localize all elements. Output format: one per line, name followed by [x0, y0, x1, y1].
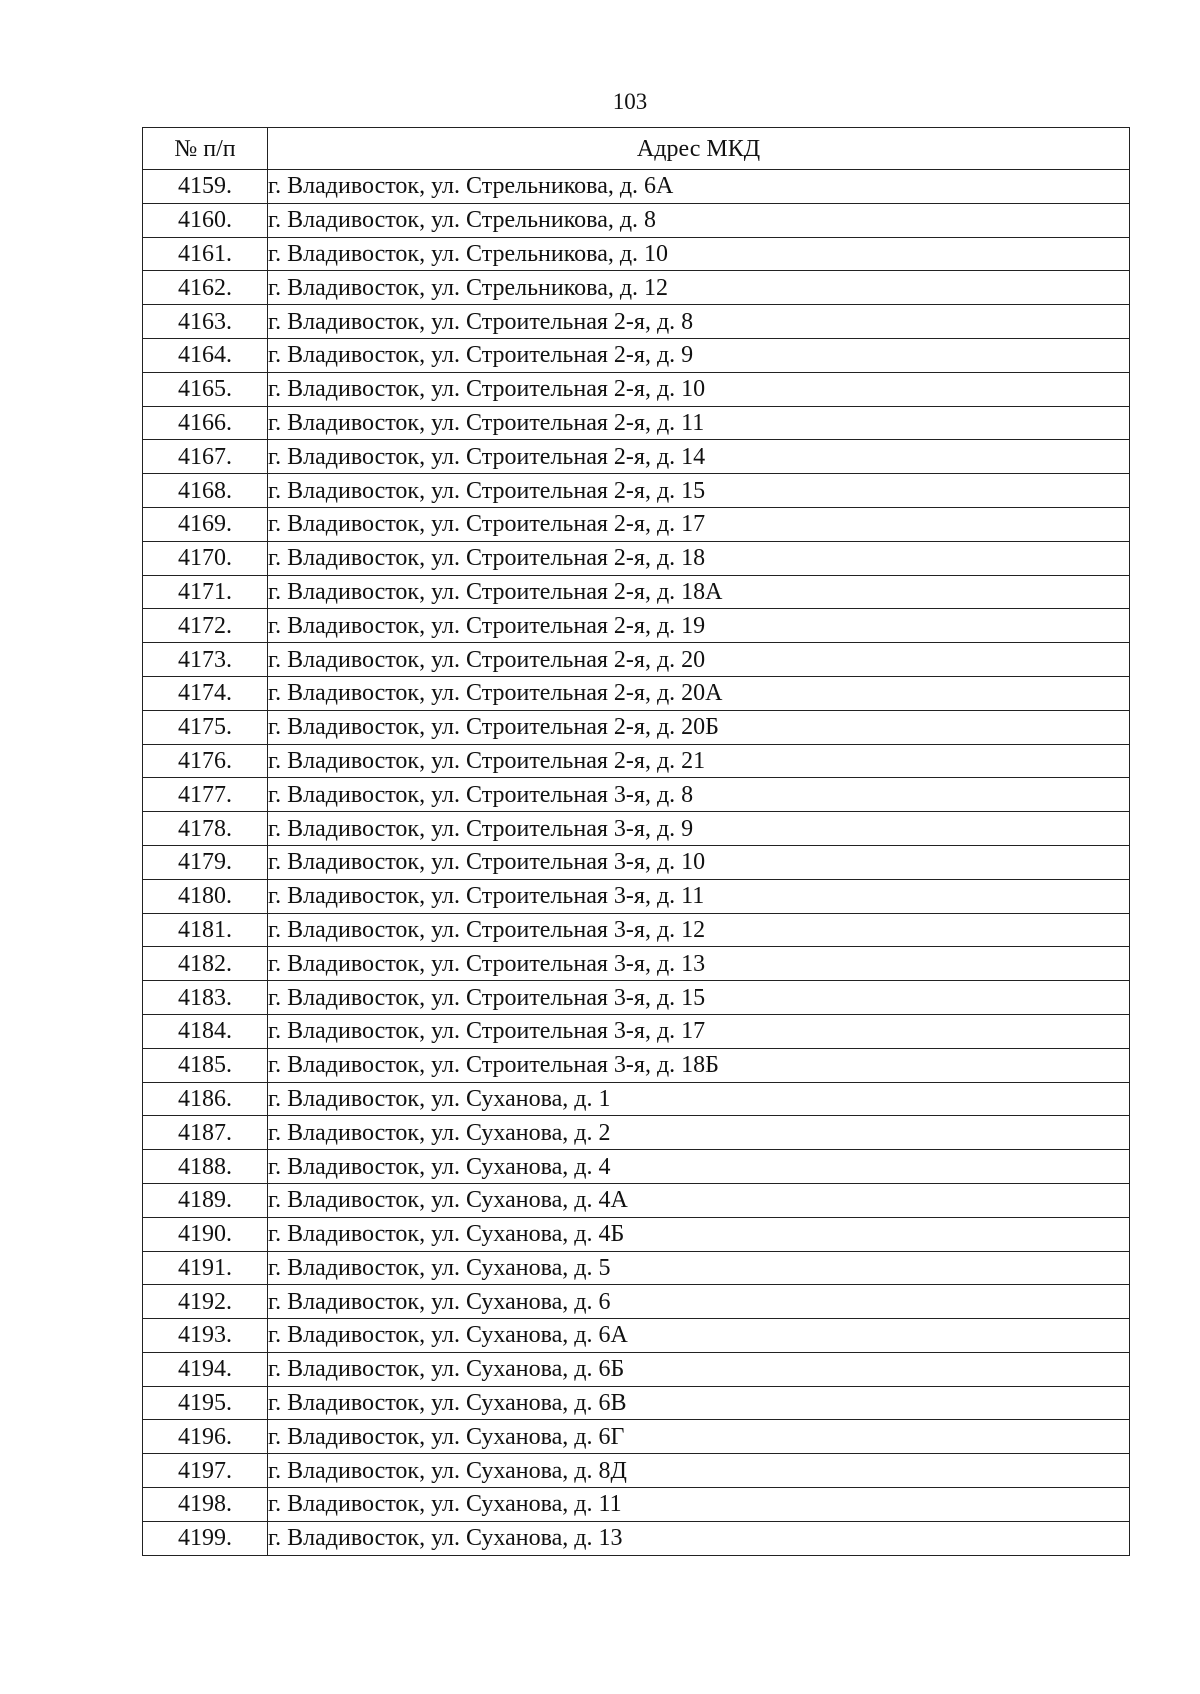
row-address: г. Владивосток, ул. Строительная 2-я, д. 10: [268, 372, 1130, 406]
table-row: [143, 812, 1130, 846]
table-row: [143, 507, 1130, 541]
row-address: г. Владивосток, ул. Суханова, д. 2: [268, 1116, 1130, 1150]
row-address: г. Владивосток, ул. Строительная 2-я, д. 20: [268, 643, 1130, 677]
row-number: 4179.: [143, 845, 268, 879]
table-row: [143, 237, 1130, 271]
row-address: г. Владивосток, ул. Строительная 3-я, д. 13: [268, 947, 1130, 981]
row-address: г. Владивосток, ул. Строительная 2-я, д. 20Б: [268, 710, 1130, 744]
row-number: 4195.: [143, 1386, 268, 1420]
table-row: [143, 170, 1130, 204]
row-address: г. Владивосток, ул. Суханова, д. 8Д: [268, 1454, 1130, 1488]
row-number: 4163.: [143, 305, 268, 339]
table-row: [143, 575, 1130, 609]
row-address: г. Владивосток, ул. Строительная 2-я, д. 17: [268, 507, 1130, 541]
table-body: [143, 170, 1130, 1556]
row-number: 4185.: [143, 1048, 268, 1082]
row-number: 4196.: [143, 1420, 268, 1454]
row-address: г. Владивосток, ул. Строительная 2-я, д. 19: [268, 609, 1130, 643]
row-number: 4167.: [143, 440, 268, 474]
row-address: г. Владивосток, ул. Строительная 2-я, д. 9: [268, 338, 1130, 372]
table-row: [143, 1319, 1130, 1353]
row-address: г. Владивосток, ул. Суханова, д. 6В: [268, 1386, 1130, 1420]
row-address: г. Владивосток, ул. Стрельникова, д. 12: [268, 271, 1130, 305]
table-row: [143, 1082, 1130, 1116]
row-number: 4170.: [143, 541, 268, 575]
table-header-row: [143, 128, 1130, 170]
table-row: [143, 1521, 1130, 1555]
row-number: 4192.: [143, 1285, 268, 1319]
row-number: 4176.: [143, 744, 268, 778]
row-address: г. Владивосток, ул. Суханова, д. 6А: [268, 1319, 1130, 1353]
row-address: г. Владивосток, ул. Суханова, д. 1: [268, 1082, 1130, 1116]
row-address: г. Владивосток, ул. Строительная 3-я, д. 10: [268, 845, 1130, 879]
row-address: г. Владивосток, ул. Строительная 2-я, д. 18А: [268, 575, 1130, 609]
table-row: [143, 372, 1130, 406]
row-address: г. Владивосток, ул. Суханова, д. 6Г: [268, 1420, 1130, 1454]
row-address: г. Владивосток, ул. Суханова, д. 5: [268, 1251, 1130, 1285]
page-number: 103: [612, 89, 648, 114]
row-number: 4174.: [143, 676, 268, 710]
row-address: г. Владивосток, ул. Строительная 2-я, д. 11: [268, 406, 1130, 440]
table-row: [143, 1014, 1130, 1048]
table-row: [143, 440, 1130, 474]
table-row: [143, 981, 1130, 1015]
table-row: [143, 1352, 1130, 1386]
row-address: г. Владивосток, ул. Стрельникова, д. 10: [268, 237, 1130, 271]
table-row: [143, 338, 1130, 372]
row-number: 4197.: [143, 1454, 268, 1488]
row-number: 4169.: [143, 507, 268, 541]
row-number: 4177.: [143, 778, 268, 812]
column-header-number: № п/п: [143, 128, 268, 170]
table-row: [143, 541, 1130, 575]
row-number: 4187.: [143, 1116, 268, 1150]
row-address: г. Владивосток, ул. Стрельникова, д. 6А: [268, 170, 1130, 204]
row-address: г. Владивосток, ул. Суханова, д. 6Б: [268, 1352, 1130, 1386]
row-number: 4166.: [143, 406, 268, 440]
table-row: [143, 1183, 1130, 1217]
table-row: [143, 845, 1130, 879]
table-row: [143, 676, 1130, 710]
table-row: [143, 1251, 1130, 1285]
table-row: [143, 710, 1130, 744]
row-number: 4194.: [143, 1352, 268, 1386]
row-number: 4178.: [143, 812, 268, 846]
table-row: [143, 1285, 1130, 1319]
row-number: 4199.: [143, 1521, 268, 1555]
row-number: 4160.: [143, 203, 268, 237]
row-address: г. Владивосток, ул. Строительная 2-я, д. 20А: [268, 676, 1130, 710]
row-number: 4175.: [143, 710, 268, 744]
row-number: 4161.: [143, 237, 268, 271]
row-address: г. Владивосток, ул. Строительная 2-я, д. 18: [268, 541, 1130, 575]
row-address: г. Владивосток, ул. Строительная 2-я, д. 15: [268, 474, 1130, 508]
row-address: г. Владивосток, ул. Строительная 3-я, д. 11: [268, 879, 1130, 913]
row-address: г. Владивосток, ул. Суханова, д. 11: [268, 1488, 1130, 1522]
row-number: 4188.: [143, 1150, 268, 1184]
table-row: [143, 474, 1130, 508]
row-number: 4173.: [143, 643, 268, 677]
table-row: [143, 1116, 1130, 1150]
row-number: 4159.: [143, 170, 268, 204]
row-address: г. Владивосток, ул. Строительная 2-я, д. 14: [268, 440, 1130, 474]
row-number: 4190.: [143, 1217, 268, 1251]
table-row: [143, 1150, 1130, 1184]
row-number: 4183.: [143, 981, 268, 1015]
table-row: [143, 271, 1130, 305]
row-address: г. Владивосток, ул. Строительная 3-я, д. 9: [268, 812, 1130, 846]
row-number: 4181.: [143, 913, 268, 947]
row-number: 4171.: [143, 575, 268, 609]
table-row: [143, 879, 1130, 913]
row-number: 4189.: [143, 1183, 268, 1217]
table-row: [143, 1488, 1130, 1522]
table-row: [143, 778, 1130, 812]
row-address: г. Владивосток, ул. Суханова, д. 4А: [268, 1183, 1130, 1217]
table-row: [143, 1048, 1130, 1082]
table-row: [143, 305, 1130, 339]
table-row: [143, 744, 1130, 778]
row-address: г. Владивосток, ул. Строительная 2-я, д. 21: [268, 744, 1130, 778]
table-row: [143, 406, 1130, 440]
address-table: [142, 127, 1130, 1556]
table-row: [143, 609, 1130, 643]
table-row: [143, 947, 1130, 981]
row-number: 4182.: [143, 947, 268, 981]
row-number: 4180.: [143, 879, 268, 913]
row-number: 4165.: [143, 372, 268, 406]
table-row: [143, 1386, 1130, 1420]
row-address: г. Владивосток, ул. Строительная 3-я, д. 15: [268, 981, 1130, 1015]
row-number: 4164.: [143, 338, 268, 372]
row-address: г. Владивосток, ул. Суханова, д. 13: [268, 1521, 1130, 1555]
column-header-address: Адрес МКД: [268, 128, 1130, 170]
row-number: 4172.: [143, 609, 268, 643]
table-row: [143, 203, 1130, 237]
table-row: [143, 643, 1130, 677]
row-address: г. Владивосток, ул. Суханова, д. 6: [268, 1285, 1130, 1319]
row-number: 4198.: [143, 1488, 268, 1522]
row-number: 4184.: [143, 1014, 268, 1048]
table-row: [143, 913, 1130, 947]
row-address: г. Владивосток, ул. Строительная 3-я, д. 12: [268, 913, 1130, 947]
row-address: г. Владивосток, ул. Суханова, д. 4Б: [268, 1217, 1130, 1251]
table-row: [143, 1217, 1130, 1251]
row-number: 4193.: [143, 1319, 268, 1353]
row-number: 4162.: [143, 271, 268, 305]
row-address: г. Владивосток, ул. Строительная 3-я, д. 18Б: [268, 1048, 1130, 1082]
row-address: г. Владивосток, ул. Строительная 3-я, д. 8: [268, 778, 1130, 812]
table-row: [143, 1454, 1130, 1488]
row-address: г. Владивосток, ул. Стрельникова, д. 8: [268, 203, 1130, 237]
row-address: г. Владивосток, ул. Строительная 2-я, д. 8: [268, 305, 1130, 339]
table-row: [143, 1420, 1130, 1454]
row-number: 4191.: [143, 1251, 268, 1285]
row-address: г. Владивосток, ул. Суханова, д. 4: [268, 1150, 1130, 1184]
row-number: 4186.: [143, 1082, 268, 1116]
row-address: г. Владивосток, ул. Строительная 3-я, д. 17: [268, 1014, 1130, 1048]
row-number: 4168.: [143, 474, 268, 508]
